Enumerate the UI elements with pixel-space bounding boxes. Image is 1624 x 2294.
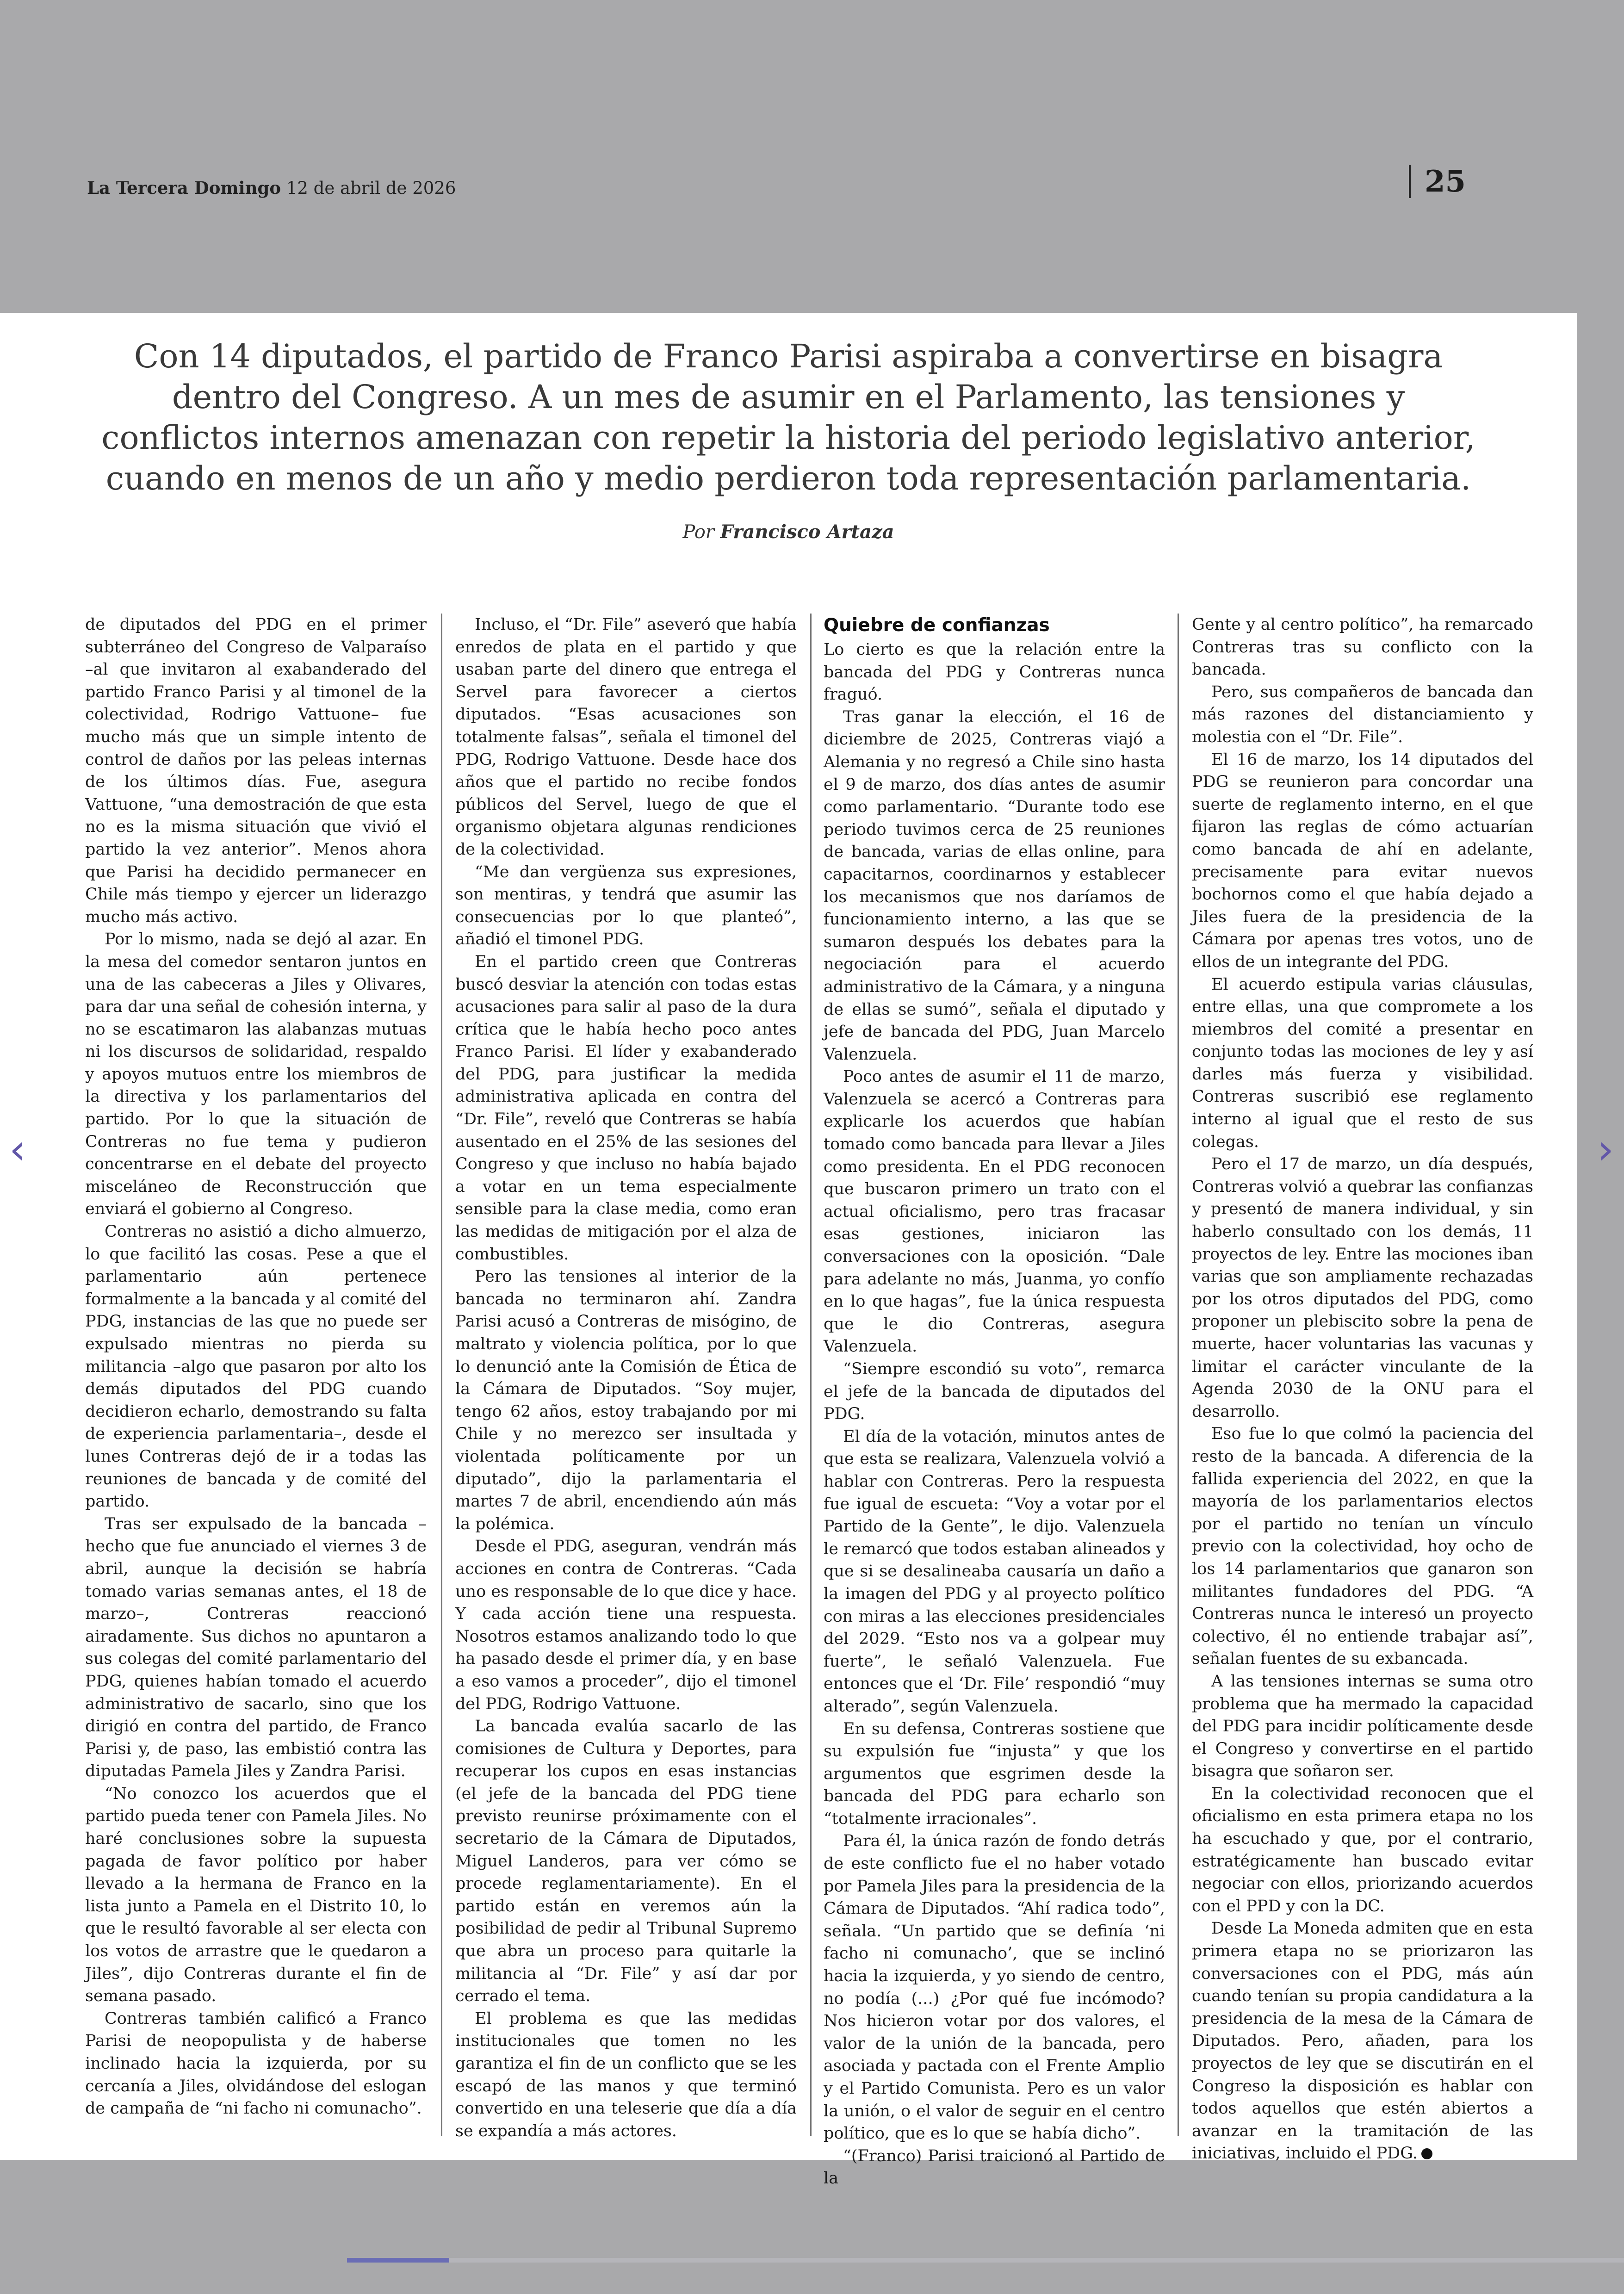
article-columns [85, 614, 1533, 2188]
scroll-progress-track[interactable] [347, 2258, 1624, 2263]
article-column-4 [1192, 614, 1533, 2163]
paragraph: La bancada evalúa sacarlo de las comisiones de Cultura y Deportes, para recuperar los cupos en esas instancias (el jefe de la bancada del PDG tiene previsto reunirse próximamente con el secretario de la Cámara de Diputados, Miguel Landeros, para ver cómo se procede reglamentariamente). En el partido están en veremos aún la posibilidad de pedir al Tribunal Supremo que abra un proceso para quitarle la militancia al “Dr. File” y así dar por cerrado el tema. [455, 1717, 797, 2006]
paragraph: Desde el PDG, aseguran, vendrán más acciones en contra de Contreras. “Cada uno es responsable de lo que dice y hace. Y cada acción tiene una respuesta. Nosotros estamos analizando todo lo que ha pasado desde el primer día, y en base a eso vamos a proceder”, dijo el timonel del PDG, Rodrigo Vattuone. [455, 1537, 797, 1713]
masthead [87, 178, 456, 198]
paragraph: Incluso, el “Dr. File” aseveró que había enredos de plata en el partido y que usaban parte del dinero que entrega el Servel para favorecer a ciertos diputados. “Esas acusaciones son totalmente falsas”, señala el timonel del PDG, Rodrigo Vattuone. Desde hace dos años que el partido no recibe fondos públicos del Servel, luego de que el organismo objetara algunas rendiciones de la colectividad. [455, 615, 797, 859]
paragraph: En la colectividad reconocen que el oficialismo en esta primera etapa no los ha escuchado y que, por el contrario, estratégicamente han buscado evitar negociar con ellos, priorizando acuerdos con el PPD y con la DC. [1192, 1784, 1533, 1916]
paragraph: El problema es que las medidas institucionales que tomen no les garantiza el fin de un conflicto que se les escapó de las manos y que terminó convertido en una teleserie que día a día se expandía a más actores. [455, 2009, 797, 2140]
article-column-3 [824, 614, 1165, 2188]
paragraph: Contreras no asistió a dicho almuerzo, lo que facilitó las cosas. Pese a que el parlamentario aún pertenece formalmente a la bancada y al comité del PDG, instancias de las que no puede ser expulsado mientras no pierda su militancia –algo que pasaron por alto los demás diputados del PDG cuando decidieron echarlo, demostrando su falta de experiencia parlamentaria–, desde el lunes Contreras dejó de ir a todas las reuniones de bancada y de comité del partido. [85, 1222, 427, 1511]
paragraph: Pero las tensiones al interior de la bancada no terminaron ahí. Zandra Parisi acusó a Contreras de misógino, de maltrato y violencia política, por lo que lo denunció ante la Comisión de Ética de la Cámara de Diputados. “Soy mujer, tengo 62 años, estoy trabajando por mi Chile y no merezco ser insultada y violentada políticamente por un diputado”, dijo la parlamentaria el martes 7 de abril, encendiendo aún más la polémica. [455, 1267, 797, 1533]
page-number-block [1409, 163, 1466, 200]
paragraph: Pero, sus compañeros de bancada dan más razones del distanciamiento y molestia con el “Dr. File”. [1192, 682, 1533, 746]
paragraph: Contreras también calificó a Franco Parisi de neopopulista y de haberse inclinado hacia la izquierda, por su cercanía a Jiles, olvidándose del eslogan de campaña de “ni facho ni comunacho”. [85, 2009, 427, 2118]
issue-date: 12 de abril de 2026 [286, 178, 456, 198]
chevron-right-icon[interactable]: › [1597, 1125, 1614, 1174]
column-divider [810, 614, 812, 2136]
paragraph: El 16 de marzo, los 14 diputados del PDG se reunieron para concordar una suerte de reglamento interno, en el que fijaron las reglas de cómo actuarían como bancada de ahí en adelante, precisamente para evitar nuevos bochornos como el que había dejado a Jiles fuera de la presidencia de la Cámara por apenas tres votos, uno de ellos de un integrante del PDG. [1192, 750, 1533, 971]
paragraph: Tras ganar la elección, el 16 de diciembre de 2025, Contreras viajó a Alemania y no regresó a Chile sino hasta el 9 de marzo, dos días antes de asumir como parlamentario. “Durante todo ese periodo tuvimos cerca de 25 reuniones de bancada, varias de ellas online, para capacitarnos, coordinarnos y establecer los mecanismos que nos daríamos de funcionamiento interno, a las que se sumaron después los debates para la negociación para el acuerdo administrativo de la Cámara, y a ninguna de ellas se sumó”, señala el diputado y jefe de bancada del PDG, Juan Marcelo Valenzuela. [824, 707, 1165, 1064]
page-number: 25 [1424, 164, 1466, 199]
paragraph: El día de la votación, minutos antes de que esta se realizara, Valenzuela volvió a hablar con Contreras. Pero la respuesta fue igual de escueta: “Voy a votar por el Partido de la Gente”, le dijo. Valenzuela le remarcó que todos estaban alineados y que si se desalineaba causaría un daño a la imagen del PDG y al proyecto político con miras a las elecciones presidenciales del 2029. “Esto nos va a golpear muy fuerte”, le señaló Valenzuela. Fue entonces que el ‘Dr. File’ respondió “muy alterado”, según Valenzuela. [824, 1427, 1165, 1716]
paragraph: “No conozco los acuerdos que el partido pueda tener con Pamela Jiles. No haré conclusiones sobre la supuesta pagada de favor político por haber llevado a la hermana de Franco en la lista junto a Pamela en el Distrito 10, lo que le resultó favorable al ser electa con los votos de arrastre que le quedaron a Jiles”, dijo Contreras durante el fin de semana pasado. [85, 1784, 427, 2006]
end-of-article-icon [1421, 2148, 1432, 2159]
paragraph: Gente y al centro político”, ha remarcado Contreras tras su conflicto con la bancada. [1192, 615, 1533, 679]
paragraph: “(Franco) Parisi traicionó al Partido de la [824, 2146, 1165, 2188]
paragraph: Tras ser expulsado de la bancada –hecho que fue anunciado el viernes 3 de abril, aunque la decisión se habría tomado varias semanas antes, el 18 de marzo–, Contreras reaccionó airadamente. Sus dichos no apuntaron a sus colegas del comité parlamentario del PDG, quienes habían tomado el acuerdo administrativo de sacarlo, sino que los dirigió en contra del partido, de Franco Parisi y, de paso, las embistió contra las diputadas Pamela Jiles y Zandra Parisi. [85, 1514, 427, 1781]
paragraph: En el partido creen que Contreras buscó desviar la atención con todas estas acusaciones para salir al paso de la dura crítica que le había hecho poco antes Franco Parisi. El líder y exabanderado del PDG, para justificar la medida administrativa aplicada en contra del “Dr. File”, reveló que Contreras se había ausentado en el 25% de las sesiones del Congreso y que incluso no había bajado a votar en un tema especialmente sensible para la clase media, como eran las medidas de mitigación por el alza de combustibles. [455, 952, 797, 1264]
byline-prefix: Por [682, 521, 714, 543]
publication-name: La Tercera Domingo [87, 178, 281, 198]
paragraph: Poco antes de asumir el 11 de marzo, Valenzuela se acercó a Contreras para explicarle los acuerdos que habían tomado como bancada para llevar a Jiles como presidenta. En el PDG reconocen que buscaron primero un trato con el actual oficialismo, pero tras fracasar esas gestiones, iniciaron las conversaciones con la oposición. “Dale para adelante no más, Juanma, yo confío en lo que hagas”, fue la única respuesta que le dio Contreras, asegura Valenzuela. [824, 1067, 1165, 1356]
article-last-paragraph [1192, 1917, 1533, 2165]
article-deck: Con 14 diputados, el partido de Franco Parisi aspiraba a convertirse en bisagra dentro del Congreso. A un mes de asumir en el Parlamento, las tensiones y conflictos internos amenazan con repetir la historia del periodo legislativo anterior, cuando en menos de un año y medio perdieron toda representación parlamentaria. [101, 337, 1475, 497]
paragraph: El acuerdo estipula varias cláusulas, entre ellas, una que compromete a los miembros del comité a presentar en conjunto todas las mociones de ley y así darles más fuerza y visibilidad. Contreras suscribió ese reglamento interno al igual que el resto de sus colegas. [1192, 975, 1533, 1151]
scroll-progress-thumb[interactable] [347, 2258, 449, 2263]
paragraph: A las tensiones internas se suma otro problema que ha mermado la capacidad del PDG para incidir políticamente desde el Congreso y convertirse en el partido bisagra que soñaron ser. [1192, 1672, 1533, 1781]
paragraph: Por lo mismo, nada se dejó al azar. En la mesa del comedor sentaron juntos en una de las cabeceras a Jiles y Olivares, para dar una señal de cohesión interna, y no se escatimaron las alabanzas mutuas ni los discursos de solidaridad, respaldo y apoyos mutuos entre los miembros de la directiva y los parlamentarios del partido. Por lo que la situación de Contreras no fue tema y pudieron concentrarse en el debate del proyecto misceláneo de Reconstrucción que enviará el gobierno al Congreso. [85, 930, 427, 1219]
page-number-divider [1409, 165, 1411, 198]
paragraph: “Me dan vergüenza sus expresiones, son mentiras, y tendrá que asumir las consecuencias por lo que planteó”, añadió el timonel PDG. [455, 862, 797, 949]
paragraph: Pero el 17 de marzo, un día después, Contreras volvió a quebrar las confianzas y presentó de manera individual, y sin haberlo consultado con los demás, 11 proyectos de ley. Entre las mociones iban varias que son ampliamente rechazadas por los otros diputados del PDG, como proponer un plebiscito sobre la pena de muerte, hacer voluntarias las vacunas y limitar el carácter vinculante de la Agenda 2030 de la ONU para el desarrollo. [1192, 1155, 1533, 1421]
paragraph: Para él, la única razón de fondo detrás de este conflicto fue el no haber votado por Pamela Jiles para la presidencia de la Cámara de Diputados. “Ahí radica todo”, señala. “Un partido que se definía ‘ni facho ni comunacho’, que se inclinó hacia la izquierda, y yo siendo de centro, no podía (...) ¿Por qué fue incómodo? Nos hicieron votar por dos valores, el valor de la unión de la bancada, pero asociada y pactada con el Frente Amplio y el Partido Comunista. Pero es un valor la unión, o el valor de seguir en el centro político, que es lo que se había dicho”. [824, 1832, 1165, 2143]
paragraph-text: Desde La Moneda admiten que en esta primera etapa no se priorizaron las conversaciones con el PDG, más aún cuando tenían su propia candidatura a la presidencia de la mesa de la Cámara de Diputados. Pero, añaden, para los proyectos de ley que se discutirán en el Congreso la disposición es hablar con todos aquellos que estén abiertos a avanzar en la tramitación de las iniciativas, incluido el PDG. [1192, 1919, 1533, 2163]
paragraph: Lo cierto es que la relación entre la bancada del PDG y Contreras nunca fraguó. [824, 640, 1165, 704]
paragraph: En su defensa, Contreras sostiene que su expulsión fue “injusta” y que los argumentos que esgrimen desde la bancada del PDG para echarlo son “totalmente irracionales”. [824, 1719, 1165, 1828]
chevron-left-icon[interactable]: ‹ [9, 1125, 26, 1174]
article-column-2 [455, 614, 797, 2140]
author-name: Francisco Artaza [720, 521, 894, 543]
column-divider [441, 614, 442, 2136]
paragraph: “Siempre escondió su voto”, remarca el jefe de la bancada de diputados del PDG. [824, 1360, 1165, 1424]
article-column-1 [85, 614, 427, 2136]
byline [0, 521, 1577, 543]
section-subhead: Quiebre de confianzas [824, 615, 1050, 636]
paragraph: Eso fue lo que colmó la paciencia del resto de la bancada. A diferencia de la fallida experiencia del 2022, en que la mayoría de los parlamentarios electos por el partido no tenían un vínculo previo con la colectividad, hoy ocho de los 14 parlamentarios que ganaron son militantes fundadores del PDG. “A Contreras nunca le interesó un proyecto colectivo, él no entiende trabajar así”, señalan fuentes de su exbancada. [1192, 1425, 1533, 1668]
paragraph: de diputados del PDG en el primer subterráneo del Congreso de Valparaíso –al que invitaron al exabanderado del partido Franco Parisi y al timonel de la colectividad, Rodrigo Vattuone– fue mucho más que un simple intento de control de daños por las peleas internas de los últimos días. Fue, asegura Vattuone, “una demostración de que esta no es la misma situación que vivió el partido la vez anterior”. Menos ahora que Parisi ha decidido permanecer en Chile más tiempo y ejercer un liderazgo mucho más activo. [85, 615, 427, 926]
newspaper-page [0, 313, 1577, 2188]
column-divider [1178, 614, 1179, 2136]
